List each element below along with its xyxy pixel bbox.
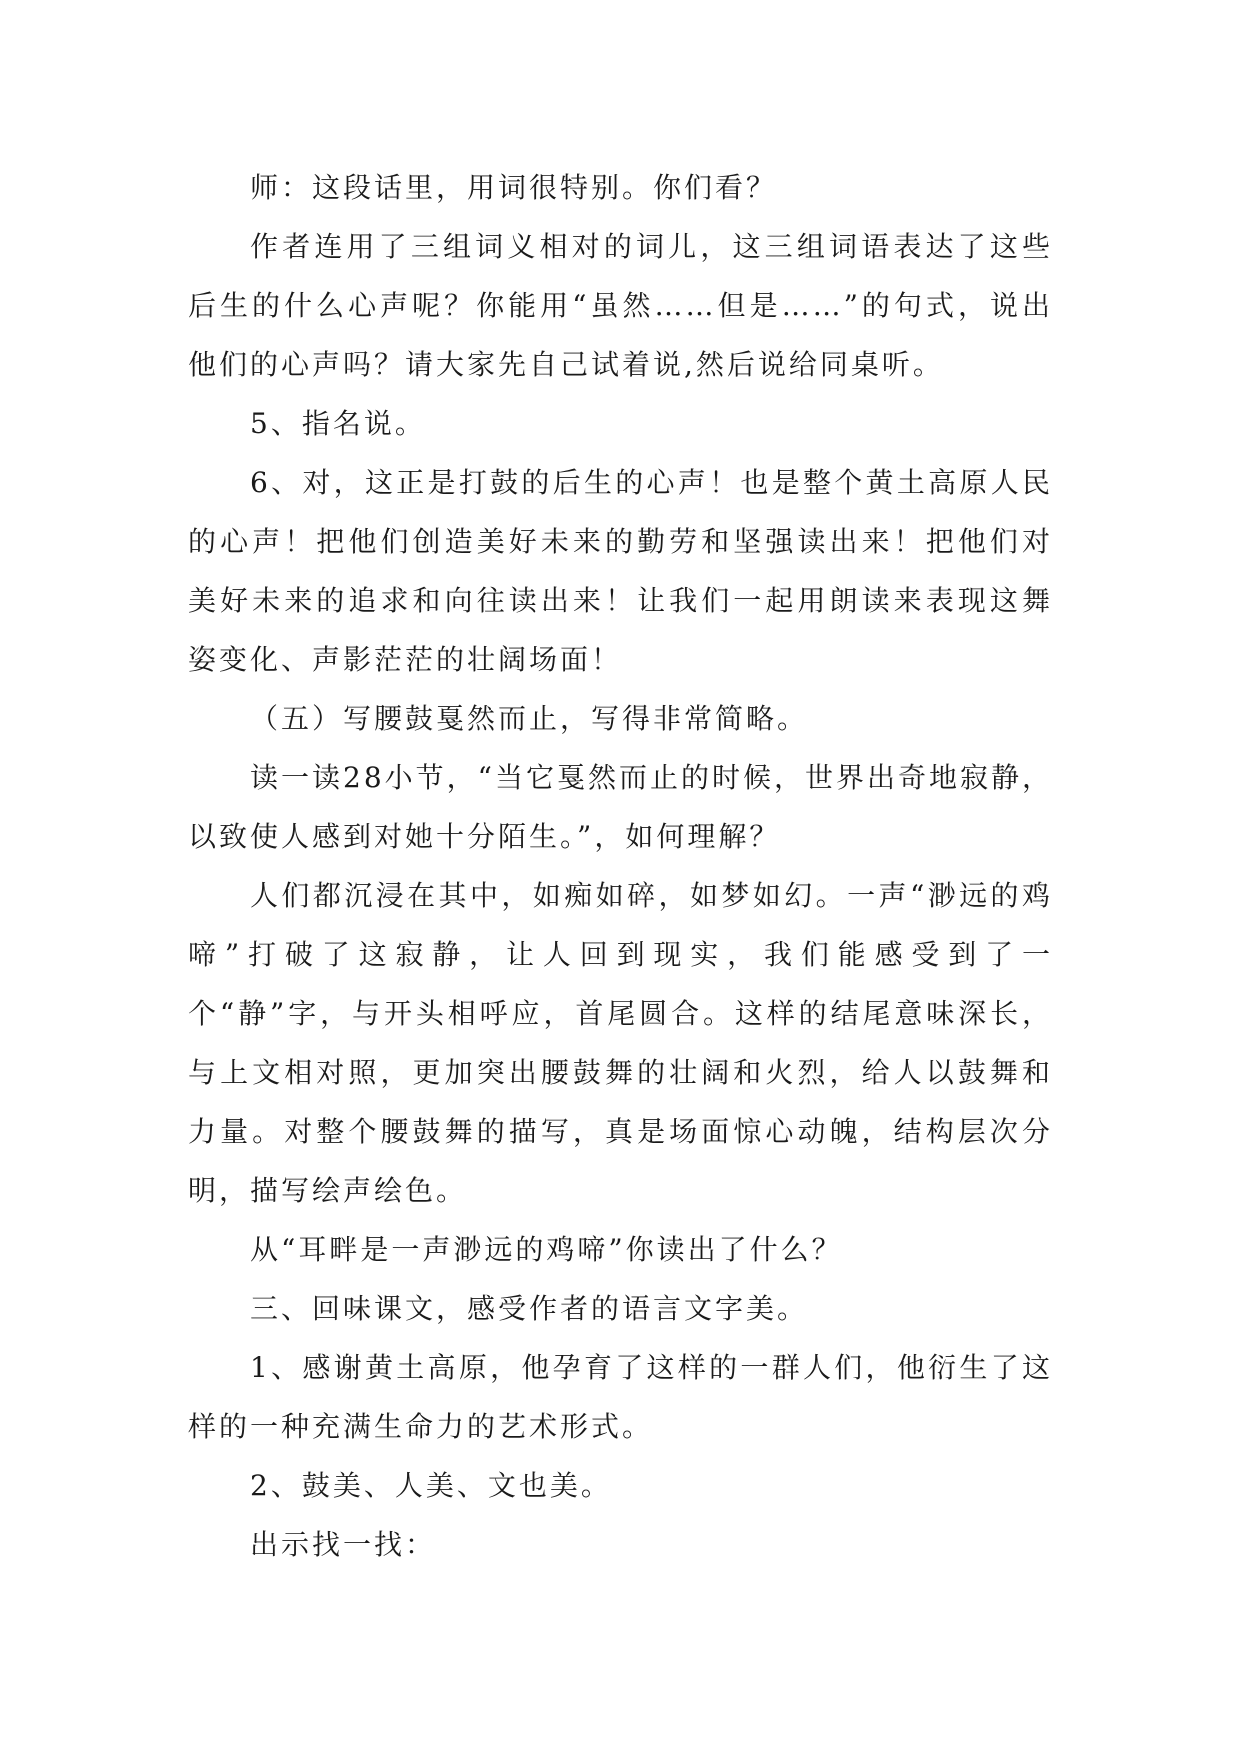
paragraph-find-prompt: 出示找一找： <box>250 1528 437 1561</box>
paragraph-teacher-question: 师：这段话里，用词很特别。你们看？ <box>250 171 778 204</box>
paragraph-step-6: 6、对，这正是打鼓的后生的心声！也是整个黄土高原人民的心声！把他们创造美好未来的勤劳和坚强读出来！把他们对美好未来的追求和向往读出来！让我们一起用朗读来表现这舞姿变化、声影茫茫的壮阔场面！ <box>188 466 1053 676</box>
paragraph-step-5: 5、指名说。 <box>250 407 426 440</box>
paragraph-read-section-28: 读一读28小节，“当它戛然而止的时候，世界出奇地寂静，以致使人感到对她十分陌生。”，如何理解？ <box>188 761 1053 853</box>
paragraph-part-3-heading: 三、回味课文，感受作者的语言文字美。 <box>250 1292 809 1325</box>
paragraph-step-2-beauty: 2、鼓美、人美、文也美。 <box>250 1469 612 1502</box>
document-page <box>188 158 1053 1574</box>
paragraph-step-1-thanks: 1、感谢黄土高原，他孕育了这样的一群人们，他衍生了这样的一种充满生命力的艺术形式。 <box>188 1351 1053 1443</box>
paragraph-word-groups: 作者连用了三组词义相对的词儿，这三组词语表达了这些后生的什么心声呢？你能用“虽然……但是……”的句式，说出他们的心声吗？请大家先自己试着说,然后说给同桌听。 <box>188 230 1053 381</box>
paragraph-rooster-question: 从“耳畔是一声渺远的鸡啼”你读出了什么？ <box>250 1233 843 1266</box>
paragraph-section-5-heading: （五）写腰鼓戛然而止，写得非常简略。 <box>250 702 809 735</box>
paragraph-interpretation: 人们都沉浸在其中，如痴如碎，如梦如幻。一声“渺远的鸡啼”打破了这寂静，让人回到现实，我们能感受到了一个“静”字，与开头相呼应，首尾圆合。这样的结尾意味深长，与上文相对照，更加突出腰鼓舞的壮阔和火烈，给人以鼓舞和力量。对整个腰鼓舞的描写，真是场面惊心动魄，结构层次分明，描写绘声绘色。 <box>188 879 1053 1207</box>
